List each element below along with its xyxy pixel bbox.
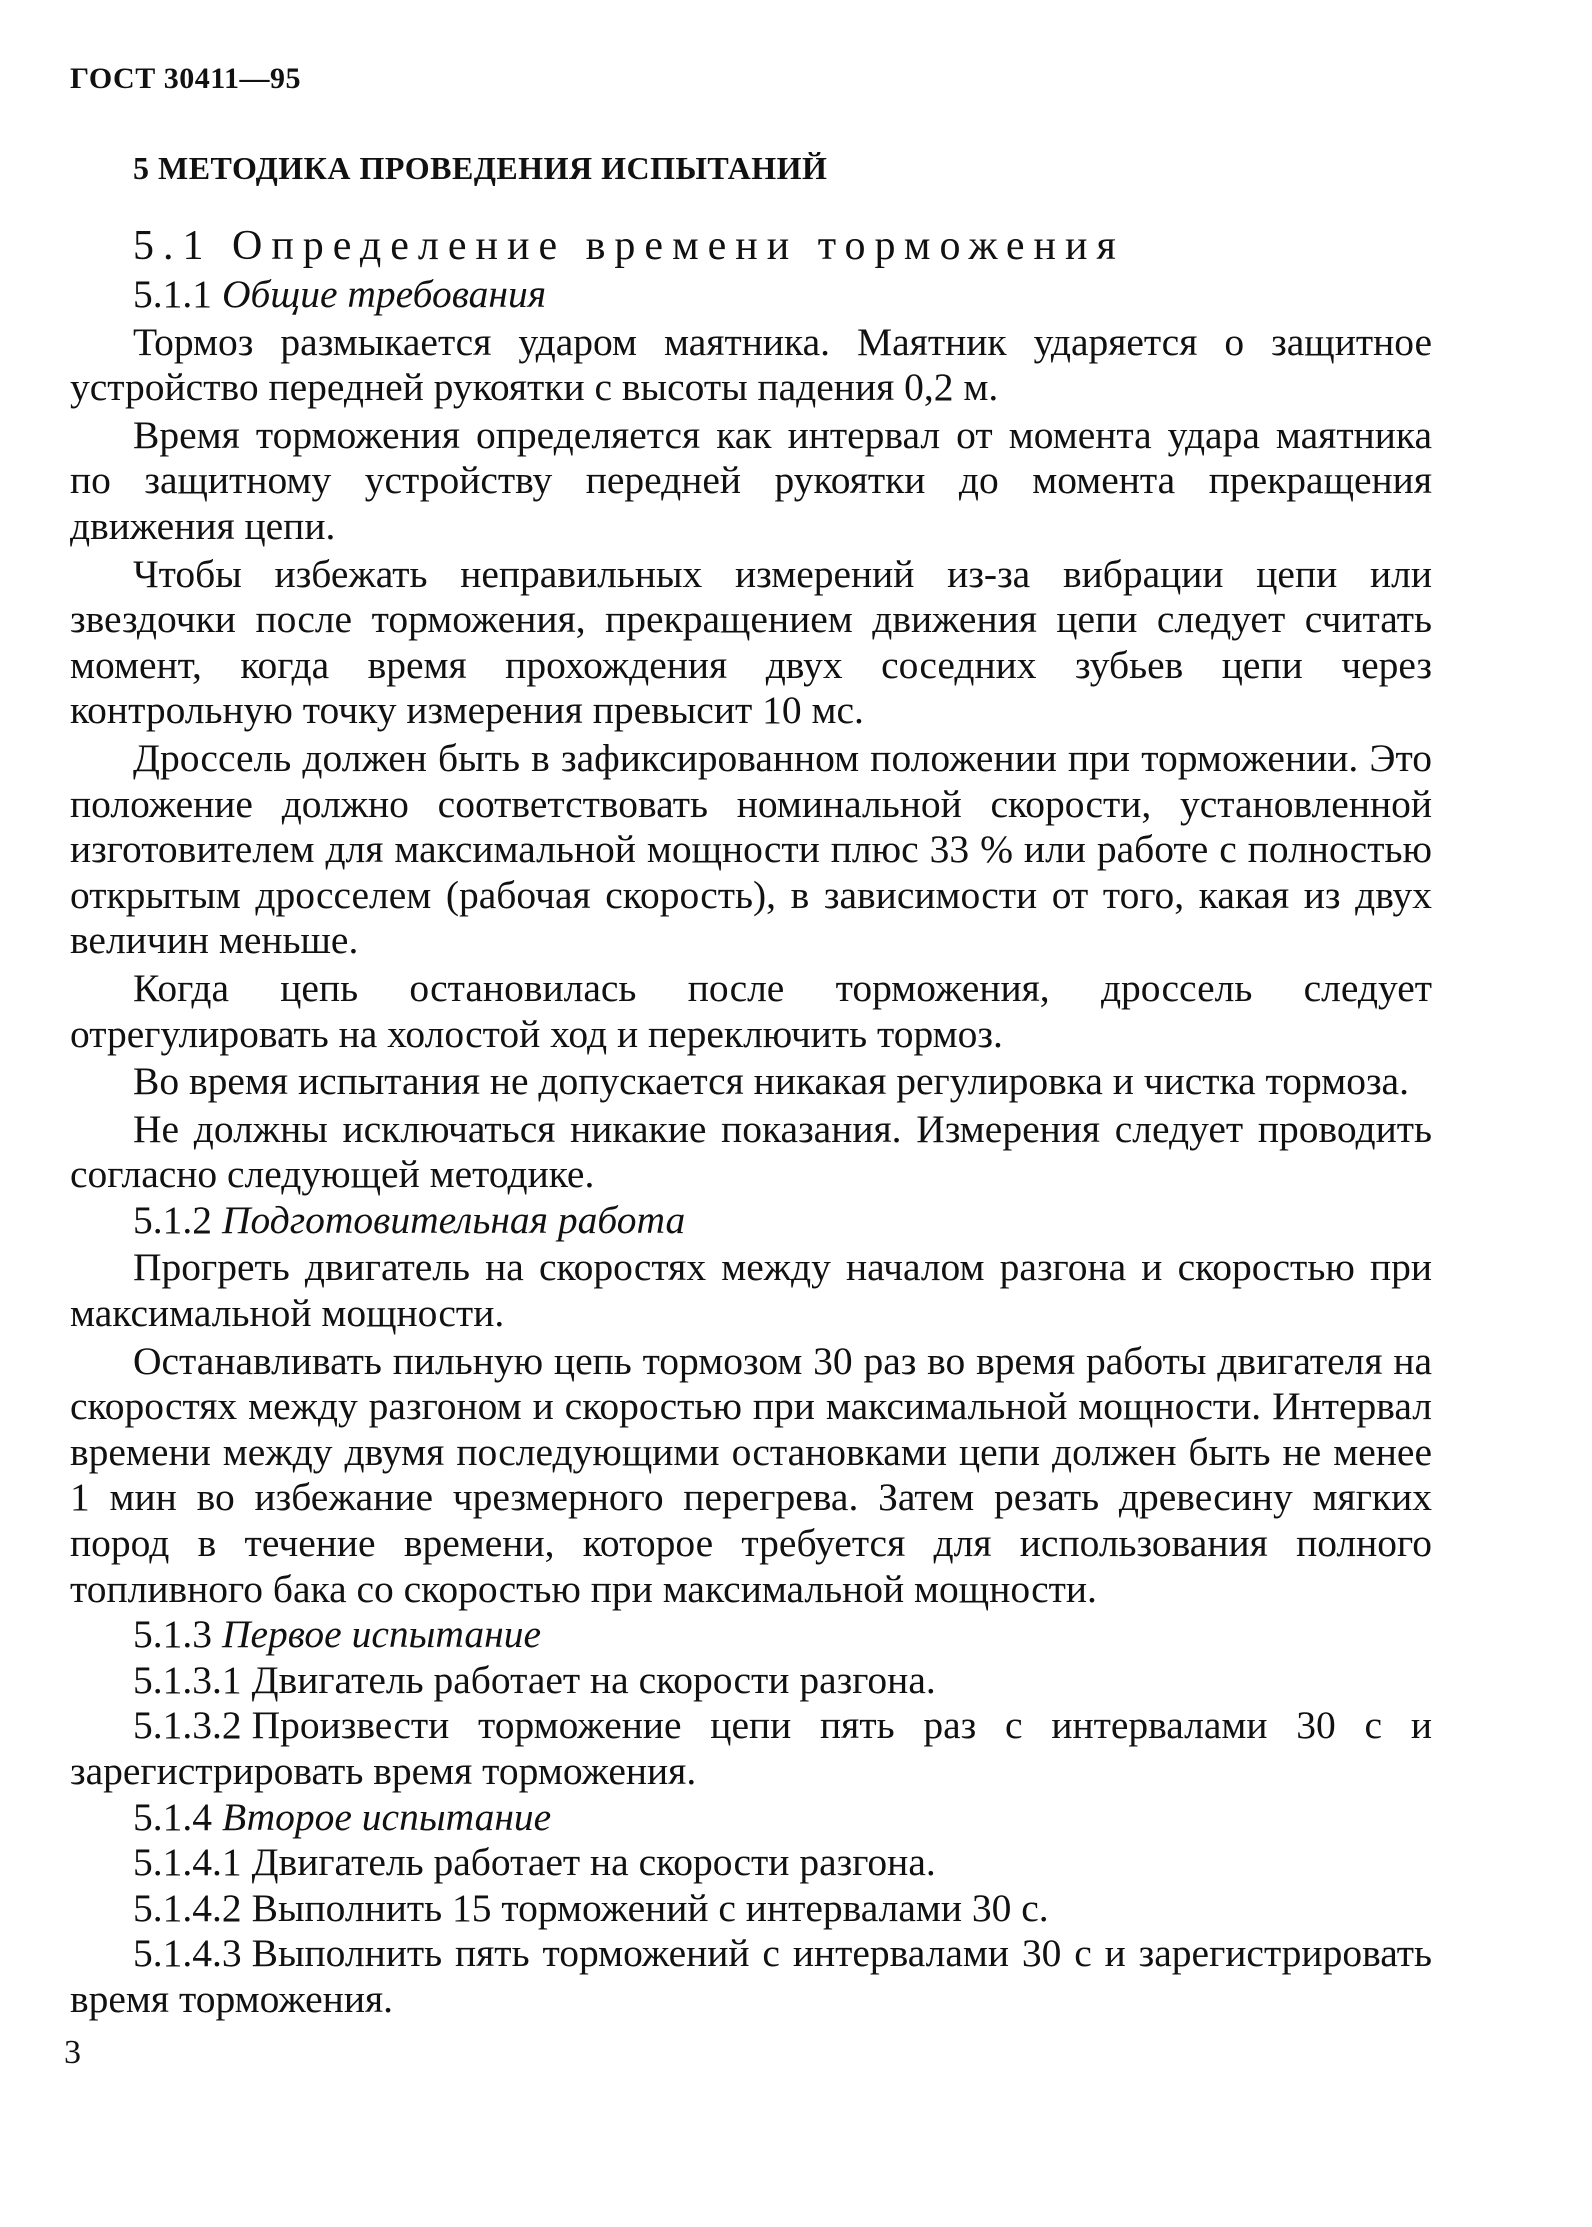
list-item-5-1-3-2 (70, 1703, 1432, 1794)
clause-number: 5.1.4 (133, 1794, 212, 1839)
document-body (70, 222, 1432, 2023)
page-number: 3 (64, 2034, 81, 2071)
item-number: 5.1.3.1 (133, 1657, 242, 1702)
clause-heading-5-1-2 (70, 1198, 1432, 1244)
list-item-5-1-3-1 (70, 1658, 1432, 1704)
item-number: 5.1.4.1 (133, 1840, 242, 1885)
paragraph: Время торможения определяется как интервал от момента удара маятника по защитному устройству передней рукоятки до момента прекращения движения цепи. (70, 412, 1432, 548)
paragraph: Останавливать пильную цепь тормозом 30 раз во время работы двигателя на скоростях между разгоном и скоростью при максимальной мощности. Интервал времени между двумя последующими остановками цепи должен быть не менее 1 мин во избежание чрезмерного перегрева. Затем резать древесину мягких пород в течение времени, которое требуется для использования полного топливного бака со скоростью при максимальной мощности. (70, 1338, 1432, 1611)
clause-title: Первое испытание (222, 1612, 542, 1657)
document-header: ГОСТ 30411—95 (70, 62, 302, 95)
item-number: 5.1.3.2 (133, 1703, 242, 1748)
list-item-5-1-4-3 (70, 1931, 1432, 2022)
clause-heading-5-1-3 (70, 1612, 1432, 1658)
paragraph: Прогреть двигатель на скоростях между началом разгона и скоростью при максимальной мощности. (70, 1245, 1432, 1336)
paragraph: Тормоз размыкается ударом маятника. Маятник ударяется о защитное устройство передней рукоятки с высоты падения 0,2 м. (70, 319, 1432, 410)
item-text: Произвести торможение цепи пять раз с интервалами 30 с и зарегистрировать время торможения. (70, 1703, 1432, 1793)
item-number: 5.1.4.2 (133, 1885, 242, 1930)
clause-number: 5.1.2 (133, 1197, 212, 1242)
clause-title: Подготовительная работа (222, 1197, 686, 1242)
item-text: Выполнить 15 торможений с интервалами 30 с. (251, 1885, 1049, 1930)
paragraph: Когда цепь остановилась после торможения, дроссель следует отрегулировать на холостой ход и переключить тормоз. (70, 965, 1432, 1056)
list-item-5-1-4-2 (70, 1886, 1432, 1932)
clause-heading-5-1-1 (70, 272, 1432, 318)
list-item-5-1-4-1 (70, 1840, 1432, 1886)
item-text: Двигатель работает на скорости разгона. (251, 1840, 936, 1885)
clause-number: 5.1.1 (133, 272, 212, 316)
item-number: 5.1.4.3 (133, 1931, 242, 1976)
clause-title: Второе испытание (222, 1794, 552, 1839)
clause-heading-5-1-4 (70, 1795, 1432, 1841)
section-title: 5 МЕТОДИКА ПРОВЕДЕНИЯ ИСПЫТАНИЙ (133, 150, 828, 186)
paragraph: Во время испытания не допускается никакая регулировка и чистка тормоза. (133, 1059, 1409, 1104)
subsection-heading: 5.1 Определение времени торможения (133, 223, 1125, 269)
clause-number: 5.1.3 (133, 1612, 212, 1657)
item-text: Выполнить пять торможений с интервалами 30 с и зарегистрировать время торможения. (70, 1931, 1432, 2021)
paragraph: Дроссель должен быть в зафиксированном положении при торможении. Это положение должно соответствовать номинальной скорости, установленной изготовителем для максимальной мощности плюс 33 % или работе с полностью открытым дросселем (рабочая скорость), в зависимости от того, какая из двух величин меньше. (70, 735, 1432, 963)
clause-title: Общие требования (222, 272, 547, 316)
paragraph: Не должны исключаться никакие показания. Измерения следует проводить согласно следующей методике. (70, 1106, 1432, 1197)
paragraph: Чтобы избежать неправильных измерений из-за вибрации цепи или звездочки после торможения, прекращением движения цепи следует считать момент, когда время прохождения двух соседних зубьев цепи через контрольную точку измерения превысит 10 мс. (70, 551, 1432, 733)
item-text: Двигатель работает на скорости разгона. (251, 1657, 936, 1702)
